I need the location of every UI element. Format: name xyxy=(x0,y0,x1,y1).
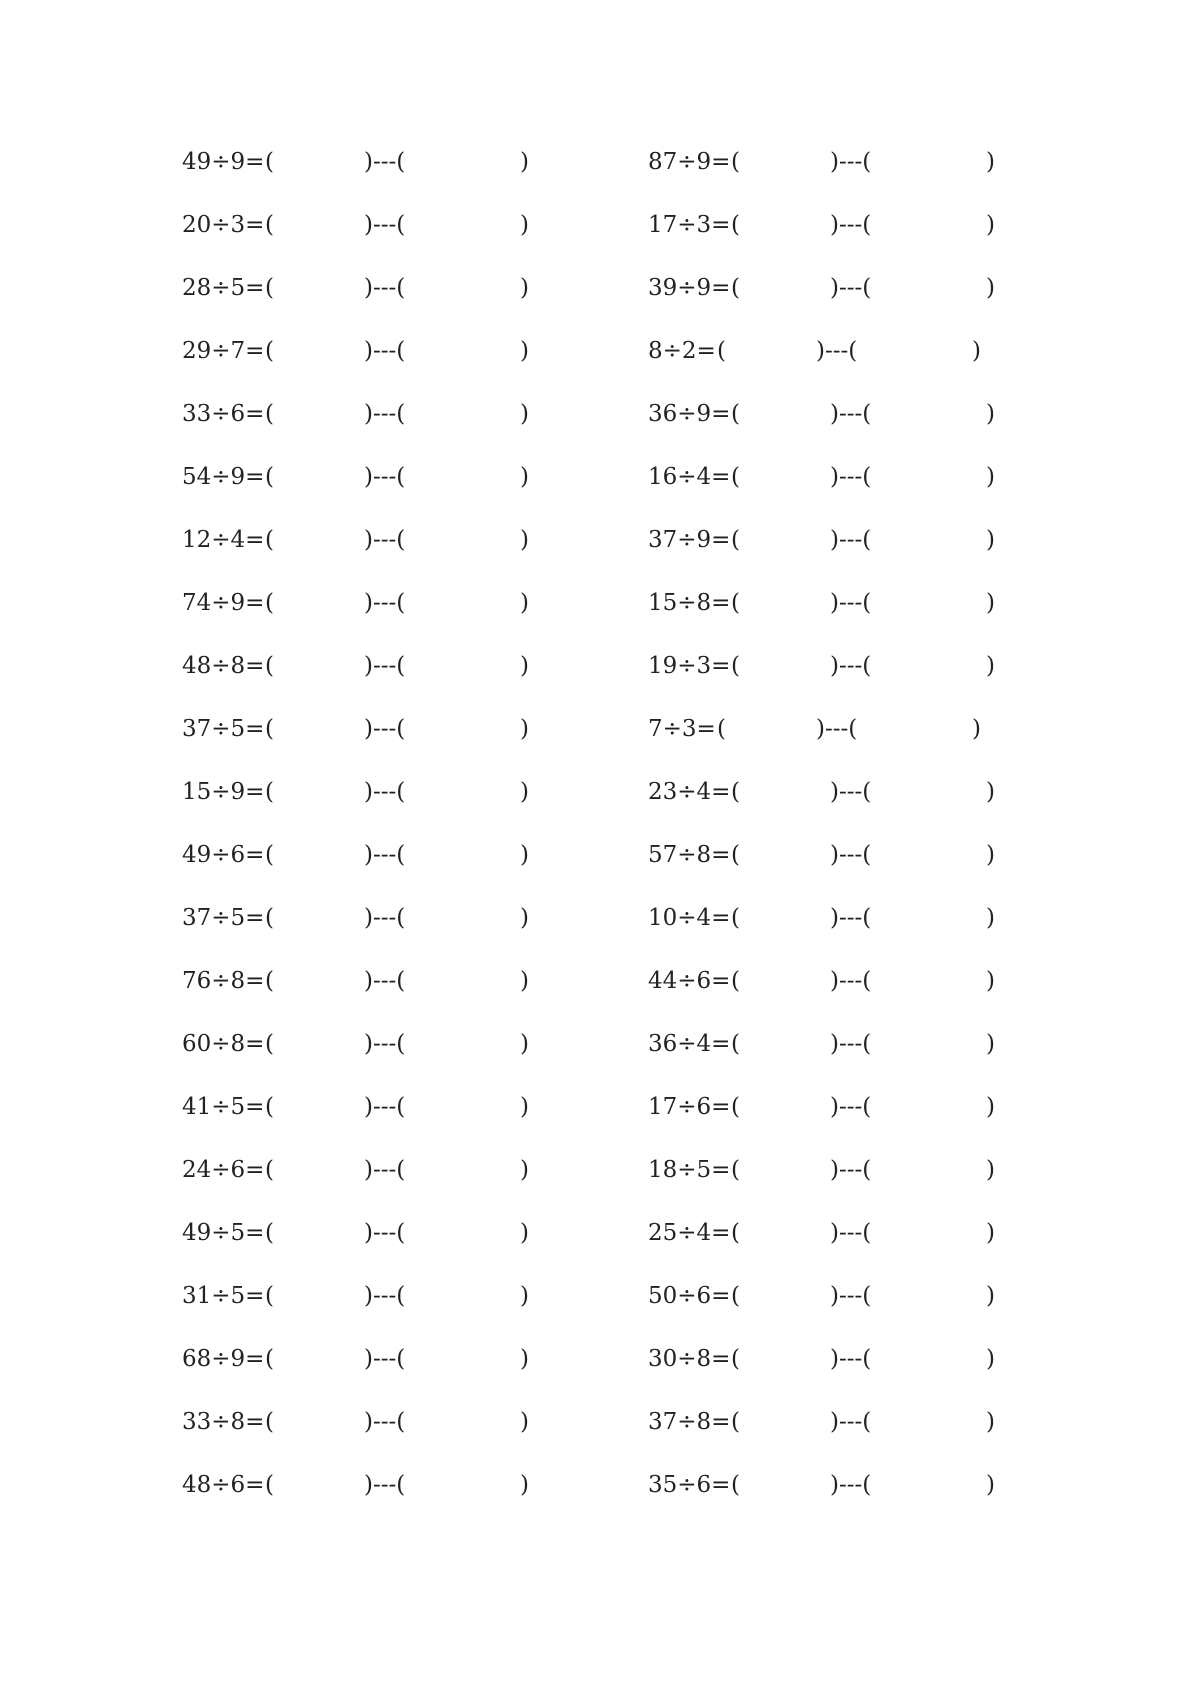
quotient-remainder-separator: )---( xyxy=(364,212,406,238)
quotient-open-paren: ( xyxy=(265,779,274,805)
quotient-open-paren: ( xyxy=(265,527,274,553)
division-equation: 28÷5= xyxy=(182,275,265,301)
quotient-open-paren: ( xyxy=(265,338,274,364)
quotient-remainder-separator: )---( xyxy=(364,1094,406,1120)
division-equation: 49÷5= xyxy=(182,1220,265,1246)
division-equation: 12÷4= xyxy=(182,527,265,553)
quotient-remainder-separator: )---( xyxy=(830,779,872,805)
quotient-open-paren: ( xyxy=(265,1472,274,1498)
remainder-close-paren: ) xyxy=(986,1409,995,1435)
division-equation: 36÷4= xyxy=(648,1031,731,1057)
quotient-open-paren: ( xyxy=(265,275,274,301)
quotient-open-paren: ( xyxy=(731,968,740,994)
quotient-remainder-separator: )---( xyxy=(364,527,406,553)
remainder-close-paren: ) xyxy=(520,401,529,427)
quotient-open-paren: ( xyxy=(731,1094,740,1120)
quotient-remainder-separator: )---( xyxy=(364,779,406,805)
problem-row xyxy=(182,150,582,213)
quotient-remainder-separator: )---( xyxy=(364,905,406,931)
division-equation: 35÷6= xyxy=(648,1472,731,1498)
remainder-close-paren: ) xyxy=(972,338,981,364)
remainder-close-paren: ) xyxy=(520,653,529,679)
problem-row xyxy=(648,1410,1048,1473)
quotient-open-paren: ( xyxy=(265,1157,274,1183)
quotient-open-paren: ( xyxy=(265,1220,274,1246)
division-equation: 37÷5= xyxy=(182,716,265,742)
remainder-close-paren: ) xyxy=(986,779,995,805)
quotient-remainder-separator: )---( xyxy=(830,275,872,301)
quotient-remainder-separator: )---( xyxy=(364,590,406,616)
remainder-close-paren: ) xyxy=(986,275,995,301)
quotient-open-paren: ( xyxy=(731,1409,740,1435)
problem-row xyxy=(182,528,582,591)
quotient-open-paren: ( xyxy=(265,149,274,175)
quotient-remainder-separator: )---( xyxy=(364,716,406,742)
division-equation: 31÷5= xyxy=(182,1283,265,1309)
remainder-close-paren: ) xyxy=(520,716,529,742)
quotient-remainder-separator: )---( xyxy=(364,149,406,175)
division-equation: 74÷9= xyxy=(182,590,265,616)
quotient-remainder-separator: )---( xyxy=(364,1472,406,1498)
division-equation: 15÷8= xyxy=(648,590,731,616)
quotient-remainder-separator: )---( xyxy=(830,1409,872,1435)
division-equation: 57÷8= xyxy=(648,842,731,868)
remainder-close-paren: ) xyxy=(986,464,995,490)
remainder-close-paren: ) xyxy=(520,842,529,868)
quotient-remainder-separator: )---( xyxy=(830,401,872,427)
quotient-remainder-separator: )---( xyxy=(830,1157,872,1183)
quotient-open-paren: ( xyxy=(717,716,726,742)
quotient-open-paren: ( xyxy=(731,275,740,301)
quotient-remainder-separator: )---( xyxy=(830,653,872,679)
division-equation: 50÷6= xyxy=(648,1283,731,1309)
quotient-open-paren: ( xyxy=(265,716,274,742)
quotient-remainder-separator: )---( xyxy=(364,1031,406,1057)
division-equation: 20÷3= xyxy=(182,212,265,238)
quotient-open-paren: ( xyxy=(265,1346,274,1372)
quotient-remainder-separator: )---( xyxy=(364,653,406,679)
remainder-close-paren: ) xyxy=(520,1031,529,1057)
quotient-remainder-separator: )---( xyxy=(830,1031,872,1057)
quotient-remainder-separator: )---( xyxy=(816,338,858,364)
division-equation: 44÷6= xyxy=(648,968,731,994)
problem-row xyxy=(648,528,1048,591)
division-equation: 17÷6= xyxy=(648,1094,731,1120)
problem-row xyxy=(648,1473,1048,1536)
remainder-close-paren: ) xyxy=(986,968,995,994)
division-equation: 60÷8= xyxy=(182,1031,265,1057)
problem-row xyxy=(182,276,582,339)
quotient-open-paren: ( xyxy=(731,905,740,931)
quotient-open-paren: ( xyxy=(265,1409,274,1435)
problem-row xyxy=(648,402,1048,465)
division-equation: 39÷9= xyxy=(648,275,731,301)
remainder-close-paren: ) xyxy=(972,716,981,742)
quotient-open-paren: ( xyxy=(265,842,274,868)
division-equation: 68÷9= xyxy=(182,1346,265,1372)
remainder-close-paren: ) xyxy=(520,275,529,301)
problem-row xyxy=(648,780,1048,843)
division-equation: 41÷5= xyxy=(182,1094,265,1120)
remainder-close-paren: ) xyxy=(986,842,995,868)
remainder-close-paren: ) xyxy=(986,1094,995,1120)
quotient-open-paren: ( xyxy=(265,401,274,427)
problem-row xyxy=(182,717,582,780)
quotient-open-paren: ( xyxy=(265,653,274,679)
problem-row xyxy=(182,213,582,276)
quotient-open-paren: ( xyxy=(265,212,274,238)
quotient-open-paren: ( xyxy=(265,464,274,490)
problem-row xyxy=(648,1347,1048,1410)
division-equation: 8÷2= xyxy=(648,338,716,364)
quotient-remainder-separator: )---( xyxy=(830,905,872,931)
problem-row xyxy=(648,1284,1048,1347)
problem-row xyxy=(182,1347,582,1410)
remainder-close-paren: ) xyxy=(520,905,529,931)
problem-row xyxy=(182,465,582,528)
division-equation: 30÷8= xyxy=(648,1346,731,1372)
quotient-open-paren: ( xyxy=(731,1157,740,1183)
division-equation: 49÷9= xyxy=(182,149,265,175)
division-equation: 49÷6= xyxy=(182,842,265,868)
division-equation: 76÷8= xyxy=(182,968,265,994)
quotient-remainder-separator: )---( xyxy=(830,464,872,490)
remainder-close-paren: ) xyxy=(520,1283,529,1309)
division-equation: 48÷8= xyxy=(182,653,265,679)
quotient-remainder-separator: )---( xyxy=(364,842,406,868)
division-equation: 10÷4= xyxy=(648,905,731,931)
quotient-remainder-separator: )---( xyxy=(364,1157,406,1183)
problem-row xyxy=(648,1158,1048,1221)
quotient-open-paren: ( xyxy=(731,779,740,805)
quotient-open-paren: ( xyxy=(731,527,740,553)
division-equation: 23÷4= xyxy=(648,779,731,805)
quotient-remainder-separator: )---( xyxy=(830,212,872,238)
division-equation: 36÷9= xyxy=(648,401,731,427)
division-equation: 18÷5= xyxy=(648,1157,731,1183)
quotient-remainder-separator: )---( xyxy=(364,1409,406,1435)
division-equation: 15÷9= xyxy=(182,779,265,805)
remainder-close-paren: ) xyxy=(986,212,995,238)
remainder-close-paren: ) xyxy=(520,527,529,553)
quotient-remainder-separator: )---( xyxy=(830,1472,872,1498)
quotient-remainder-separator: )---( xyxy=(364,275,406,301)
problem-row xyxy=(648,1221,1048,1284)
quotient-open-paren: ( xyxy=(265,905,274,931)
quotient-open-paren: ( xyxy=(731,401,740,427)
division-equation: 54÷9= xyxy=(182,464,265,490)
quotient-remainder-separator: )---( xyxy=(364,1220,406,1246)
division-equation: 87÷9= xyxy=(648,149,731,175)
quotient-remainder-separator: )---( xyxy=(364,338,406,364)
remainder-close-paren: ) xyxy=(986,401,995,427)
remainder-close-paren: ) xyxy=(520,1094,529,1120)
remainder-close-paren: ) xyxy=(520,590,529,616)
problem-row xyxy=(648,906,1048,969)
remainder-close-paren: ) xyxy=(520,1346,529,1372)
quotient-open-paren: ( xyxy=(731,149,740,175)
quotient-remainder-separator: )---( xyxy=(830,1283,872,1309)
problem-row xyxy=(182,591,582,654)
division-equation: 16÷4= xyxy=(648,464,731,490)
remainder-close-paren: ) xyxy=(520,968,529,994)
problem-row xyxy=(182,843,582,906)
quotient-open-paren: ( xyxy=(265,1283,274,1309)
quotient-open-paren: ( xyxy=(731,590,740,616)
division-equation: 19÷3= xyxy=(648,653,731,679)
division-equation: 33÷6= xyxy=(182,401,265,427)
quotient-remainder-separator: )---( xyxy=(364,1346,406,1372)
problem-row xyxy=(182,1410,582,1473)
remainder-close-paren: ) xyxy=(986,1283,995,1309)
problem-row xyxy=(182,1032,582,1095)
division-equation: 48÷6= xyxy=(182,1472,265,1498)
remainder-close-paren: ) xyxy=(520,1409,529,1435)
division-equation: 25÷4= xyxy=(648,1220,731,1246)
quotient-open-paren: ( xyxy=(717,338,726,364)
remainder-close-paren: ) xyxy=(986,1031,995,1057)
division-equation: 7÷3= xyxy=(648,716,716,742)
remainder-close-paren: ) xyxy=(520,149,529,175)
problem-row xyxy=(182,969,582,1032)
quotient-remainder-separator: )---( xyxy=(364,1283,406,1309)
quotient-open-paren: ( xyxy=(265,590,274,616)
remainder-close-paren: ) xyxy=(986,1157,995,1183)
remainder-close-paren: ) xyxy=(986,1346,995,1372)
remainder-close-paren: ) xyxy=(520,1220,529,1246)
quotient-remainder-separator: )---( xyxy=(830,527,872,553)
remainder-close-paren: ) xyxy=(986,590,995,616)
quotient-remainder-separator: )---( xyxy=(830,1346,872,1372)
problem-row xyxy=(648,717,1048,780)
problem-row xyxy=(182,1158,582,1221)
quotient-remainder-separator: )---( xyxy=(830,1220,872,1246)
quotient-open-paren: ( xyxy=(731,464,740,490)
quotient-open-paren: ( xyxy=(731,842,740,868)
problem-row xyxy=(182,1284,582,1347)
quotient-open-paren: ( xyxy=(731,1031,740,1057)
problem-row xyxy=(182,1473,582,1536)
remainder-close-paren: ) xyxy=(986,149,995,175)
division-equation: 33÷8= xyxy=(182,1409,265,1435)
quotient-remainder-separator: )---( xyxy=(816,716,858,742)
quotient-open-paren: ( xyxy=(265,1094,274,1120)
remainder-close-paren: ) xyxy=(520,464,529,490)
quotient-open-paren: ( xyxy=(731,1346,740,1372)
quotient-remainder-separator: )---( xyxy=(364,401,406,427)
quotient-open-paren: ( xyxy=(731,212,740,238)
remainder-close-paren: ) xyxy=(520,1472,529,1498)
remainder-close-paren: ) xyxy=(520,1157,529,1183)
right-problem-column xyxy=(648,150,1048,1536)
division-equation: 24÷6= xyxy=(182,1157,265,1183)
problem-row xyxy=(648,1032,1048,1095)
remainder-close-paren: ) xyxy=(986,905,995,931)
problem-row xyxy=(648,654,1048,717)
problem-row xyxy=(182,402,582,465)
problem-row xyxy=(648,843,1048,906)
remainder-close-paren: ) xyxy=(520,779,529,805)
division-equation: 29÷7= xyxy=(182,338,265,364)
division-equation: 17÷3= xyxy=(648,212,731,238)
quotient-remainder-separator: )---( xyxy=(830,968,872,994)
problem-row xyxy=(648,276,1048,339)
problem-row xyxy=(648,339,1048,402)
problem-row xyxy=(182,339,582,402)
problem-row xyxy=(648,1095,1048,1158)
problem-row xyxy=(648,591,1048,654)
problem-row xyxy=(648,150,1048,213)
problem-row xyxy=(648,465,1048,528)
remainder-close-paren: ) xyxy=(986,1472,995,1498)
quotient-remainder-separator: )---( xyxy=(830,842,872,868)
problem-row xyxy=(648,213,1048,276)
problem-row xyxy=(648,969,1048,1032)
quotient-open-paren: ( xyxy=(731,653,740,679)
division-equation: 37÷9= xyxy=(648,527,731,553)
remainder-close-paren: ) xyxy=(520,212,529,238)
quotient-open-paren: ( xyxy=(731,1472,740,1498)
quotient-remainder-separator: )---( xyxy=(364,968,406,994)
left-problem-column xyxy=(182,150,582,1536)
quotient-open-paren: ( xyxy=(731,1220,740,1246)
quotient-open-paren: ( xyxy=(265,1031,274,1057)
quotient-remainder-separator: )---( xyxy=(830,590,872,616)
quotient-open-paren: ( xyxy=(731,1283,740,1309)
problem-row xyxy=(182,906,582,969)
remainder-close-paren: ) xyxy=(986,653,995,679)
remainder-close-paren: ) xyxy=(520,338,529,364)
quotient-remainder-separator: )---( xyxy=(830,1094,872,1120)
problem-row xyxy=(182,1221,582,1284)
quotient-remainder-separator: )---( xyxy=(830,149,872,175)
quotient-remainder-separator: )---( xyxy=(364,464,406,490)
problem-row xyxy=(182,1095,582,1158)
division-equation: 37÷8= xyxy=(648,1409,731,1435)
problem-row xyxy=(182,780,582,843)
remainder-close-paren: ) xyxy=(986,1220,995,1246)
remainder-close-paren: ) xyxy=(986,527,995,553)
problem-row xyxy=(182,654,582,717)
division-equation: 37÷5= xyxy=(182,905,265,931)
quotient-open-paren: ( xyxy=(265,968,274,994)
